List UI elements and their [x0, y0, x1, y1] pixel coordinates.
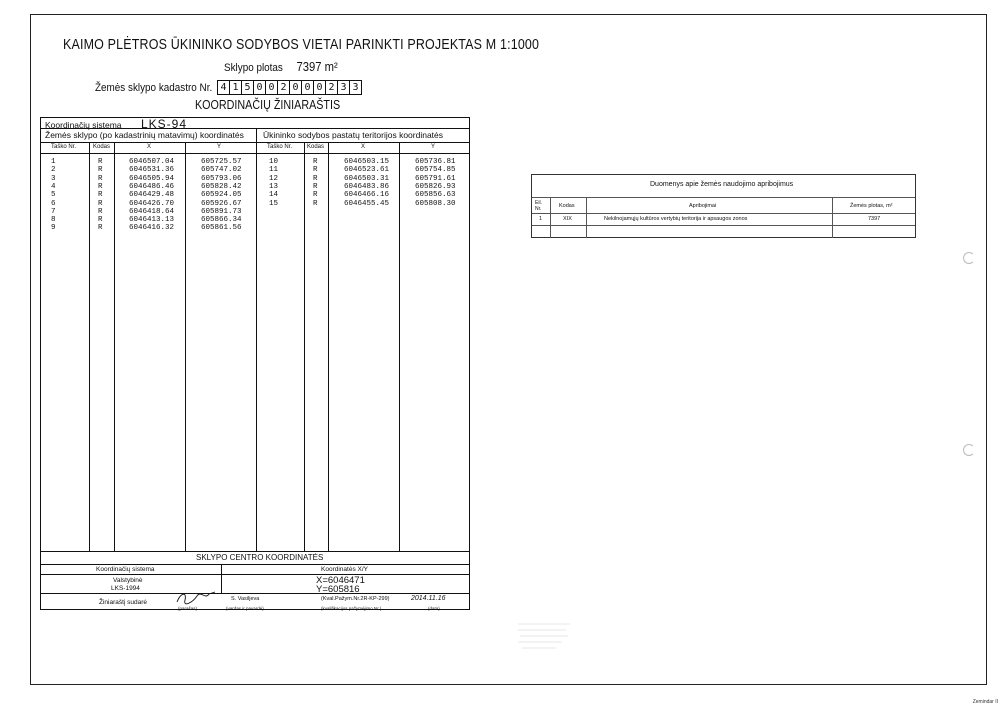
coord-cell-x: 6046426.70	[129, 199, 175, 208]
coord-cell-code: R	[98, 207, 103, 216]
signature-label: Žiniaraštį sudarė	[99, 599, 148, 606]
author-name-caption: (vardas ir pavardė)	[226, 606, 264, 611]
restriction-eil: 1	[539, 216, 543, 222]
coord-cell-y: 605754.85	[415, 166, 456, 175]
footer-mark: Zemindar II	[972, 699, 998, 705]
coord-cell-x: 6046507.04	[129, 158, 175, 166]
coord-cell-code: R	[98, 158, 103, 166]
area-value: 7397 m²	[296, 60, 338, 74]
coord-cell-code: R	[313, 166, 318, 175]
coord-cell-x: 6046455.45	[344, 199, 390, 208]
cadastre-digit: 0	[290, 81, 302, 94]
center-title: SKLYPO CENTRO KOORDINATĖS	[196, 553, 324, 562]
cadastre-digit: 0	[266, 81, 278, 94]
coordinate-system-value: LKS-94	[141, 117, 188, 131]
col-x-right: X	[361, 144, 366, 150]
coord-cell-y: 605856.63	[415, 191, 456, 200]
author-name: S. Vasiljeva	[231, 596, 260, 602]
col-x-left: X	[147, 144, 152, 150]
scan-hole-mark	[963, 252, 975, 264]
coord-cell-y: 605747.02	[201, 166, 242, 175]
area-line	[224, 60, 338, 74]
signature-scribble	[175, 590, 217, 606]
coord-cell-point: 6	[51, 199, 56, 208]
center-x-value: X=6046471	[316, 575, 365, 586]
col-area: Žemės plotas, m²	[850, 203, 893, 209]
coord-cell-point: 9	[51, 224, 56, 233]
coord-cell-point: 4	[51, 182, 56, 191]
cadastre-digit: 3	[352, 82, 359, 93]
cadastre-digit: 2	[326, 81, 338, 94]
restrictions-table	[531, 174, 916, 238]
section-title: KOORDINAČIŲ ŽINIARAŠTIS	[195, 98, 341, 112]
coordinates-table	[40, 117, 470, 610]
coord-cell-code: R	[98, 182, 103, 191]
coord-cell-code: R	[313, 191, 318, 200]
coordinate-system-label: Koordinačių sistema	[45, 120, 122, 130]
coord-cell-code: R	[313, 199, 318, 208]
coord-cell-y: 605861.56	[201, 224, 242, 233]
cadastre-digit: 0	[302, 81, 314, 94]
restrictions-title: Duomenys apie žemės naudojimo apribojimus	[650, 181, 794, 188]
coord-cell-x: 6046503.15	[344, 158, 390, 166]
coord-cell-y: 605736.81	[415, 158, 456, 166]
coord-cell-x: 6046505.94	[129, 174, 175, 183]
col-desc: Apribojimai	[689, 203, 717, 209]
col-y-left: Y	[217, 144, 222, 150]
coord-cell-code: R	[98, 174, 103, 183]
coord-cell-y: 605808.30	[415, 199, 456, 208]
coord-cell-code: R	[313, 182, 318, 191]
coord-cell-code: R	[98, 224, 103, 233]
signature-caption: (parašas)	[178, 606, 198, 611]
coord-cell-x: 6046416.32	[129, 224, 175, 233]
col-code-right: Kodas	[307, 144, 325, 150]
coord-cell-y: 605866.34	[201, 216, 242, 225]
coord-cell-x: 6046413.13	[129, 216, 175, 225]
cadastre-digit: 3	[338, 81, 350, 94]
col-y-right: Y	[431, 144, 436, 150]
col-point-right: Taško Nr.	[267, 144, 293, 150]
center-coords-header: Koordinatės X/Y	[321, 566, 368, 573]
cadastre-label: Žemės sklypo kadastro Nr.	[95, 82, 213, 94]
center-y-value: Y=605816	[316, 584, 360, 595]
coord-cell-point: 2	[51, 166, 56, 175]
coord-cell-code: R	[313, 174, 318, 183]
coord-cell-y: 605926.67	[201, 199, 242, 208]
coord-cell-x: 6046466.16	[344, 191, 390, 200]
cadastre-digit: 4	[218, 81, 230, 94]
qualification-caption: (kvalifikacijos pažymėjimo Nr.)	[321, 606, 382, 611]
coord-cell-x: 6046486.46	[129, 182, 175, 191]
qualification-number: (Kval.Pažym.Nr.2R-KP-299)	[321, 596, 390, 602]
cadastre-number-boxes	[217, 80, 362, 95]
faded-stamp	[516, 620, 572, 650]
cadastre-digit: 0	[314, 81, 326, 94]
col-point-left: Taško Nr.	[51, 144, 77, 150]
scan-hole-mark	[963, 444, 975, 456]
right-section-title: Ūkininko sodybos pastatų teritorijos koordinatės	[263, 130, 444, 140]
coord-cell-y: 605725.57	[201, 158, 242, 166]
coord-cell-point: 15	[269, 199, 279, 208]
coord-cell-x: 6046523.61	[344, 166, 390, 175]
coord-cell-point: 14	[269, 191, 279, 200]
date-value: 2014.11.16	[411, 595, 446, 602]
coord-cell-y: 605791.61	[415, 174, 456, 183]
center-system-line1: Valstybinė	[113, 577, 143, 584]
coord-cell-code: R	[313, 158, 318, 166]
cadastre-digit: 0	[254, 81, 266, 94]
coord-cell-y: 605924.05	[201, 191, 242, 200]
coord-cell-point: 7	[51, 207, 56, 216]
col-eil: Eil. Nr.	[535, 200, 542, 212]
restriction-code: XIX	[563, 216, 572, 222]
restriction-desc: Nekilnojamųjų kultūros vertybių teritorija ir apsaugos zonos	[604, 216, 748, 222]
coord-cell-code: R	[98, 191, 103, 200]
left-section-title: Žemės sklypo (po kadastrinių matavimų) koordinatės	[45, 130, 244, 140]
coord-cell-x: 6046483.86	[344, 182, 390, 191]
col-code: Kodas	[559, 203, 575, 209]
document-title: KAIMO PLĖTROS ŪKININKO SODYBOS VIETAI PARINKTI PROJEKTAS M 1:1000	[63, 37, 540, 53]
coord-cell-point: 8	[51, 216, 56, 225]
coord-cell-point: 3	[51, 174, 56, 183]
coord-cell-x: 6046418.64	[129, 207, 175, 216]
coord-cell-point: 1	[51, 158, 56, 166]
coord-cell-y: 605828.42	[201, 182, 242, 191]
center-system-line2: LKS-1994	[111, 585, 140, 592]
area-label: Sklypo plotas	[224, 62, 283, 74]
coord-cell-code: R	[98, 166, 103, 175]
cadastre-digit: 2	[278, 81, 290, 94]
coord-cell-y: 605826.93	[415, 182, 456, 191]
coord-cell-point: 13	[269, 182, 279, 191]
coord-cell-point: 12	[269, 174, 279, 183]
coord-cell-code: R	[98, 216, 103, 225]
restriction-area: 7397	[868, 216, 881, 222]
center-system-header: Koordinačių sistema	[96, 566, 155, 573]
col-code-left: Kodas	[93, 144, 111, 150]
cadastre-digit: 1	[230, 81, 242, 94]
coord-cell-point: 10	[269, 158, 279, 166]
coord-cell-code: R	[98, 199, 103, 208]
coord-cell-point: 5	[51, 191, 56, 200]
coord-cell-y: 605891.73	[201, 207, 242, 216]
coord-cell-y: 605793.06	[201, 174, 242, 183]
coord-cell-x: 6046531.36	[129, 166, 175, 175]
coord-cell-x: 6046429.48	[129, 191, 175, 200]
coord-cell-point: 11	[269, 166, 279, 175]
date-caption: (data)	[428, 606, 440, 611]
cadastre-digit: 5	[242, 81, 254, 94]
coord-cell-x: 6046503.31	[344, 174, 390, 183]
